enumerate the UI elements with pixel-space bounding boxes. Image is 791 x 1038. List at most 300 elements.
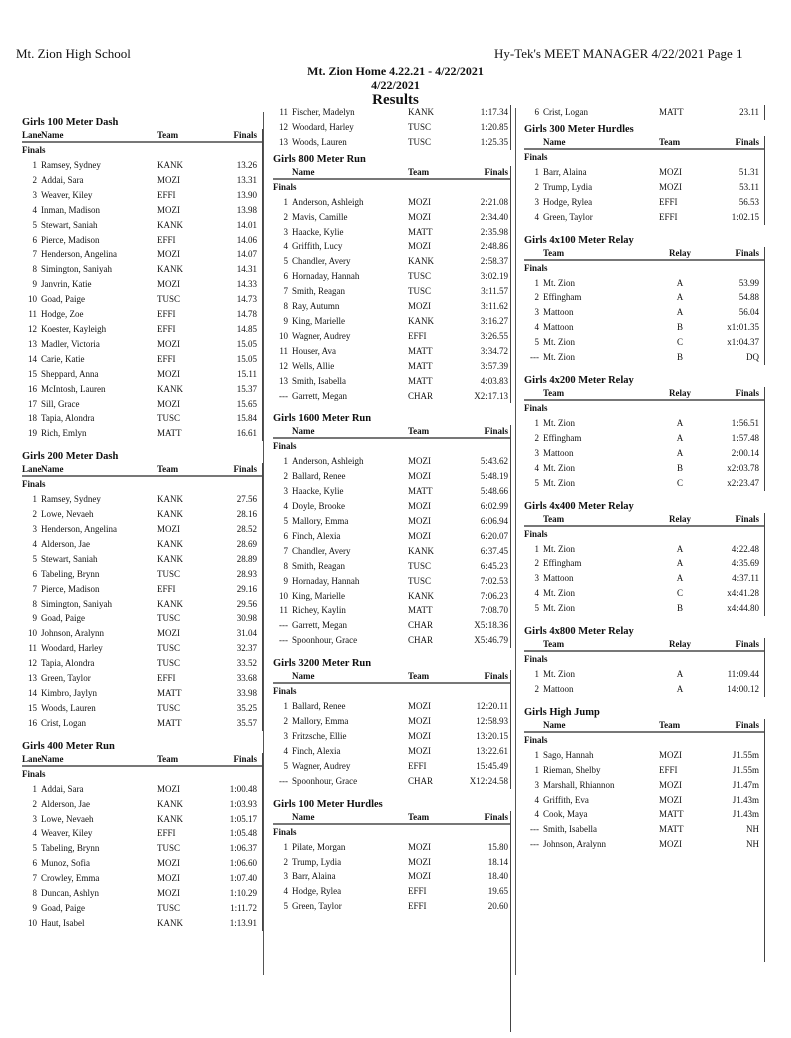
lane-header (524, 638, 543, 650)
event-title: Girls 100 Meter Hurdles (273, 798, 383, 810)
result-row (524, 778, 764, 793)
table-header (273, 425, 510, 439)
final-mark: 11:09.44 (727, 669, 759, 680)
result-row (22, 188, 262, 203)
final-mark: NH (746, 824, 759, 835)
place: 1 (32, 783, 37, 794)
continued-results (524, 105, 765, 120)
relay-header: Relay (669, 513, 691, 524)
final-mark: X2:17.13 (474, 390, 508, 401)
athlete-name: Ramsey, Sydney (41, 160, 101, 170)
event-section (524, 497, 764, 617)
relay-letter: C (676, 477, 683, 488)
relay-team-name: Mt. Zion (543, 337, 576, 348)
result-row (273, 544, 510, 559)
place: 3 (283, 871, 288, 882)
table-header (273, 166, 510, 180)
place: 2 (534, 181, 539, 192)
result-row (22, 173, 262, 188)
team-code: TUSC (157, 568, 181, 579)
result-row (22, 597, 262, 612)
result-row (524, 837, 764, 852)
team-code: MOZI (157, 398, 180, 409)
final-mark: 13.98 (236, 204, 257, 215)
final-mark: 3:34.72 (480, 345, 508, 356)
final-mark: x2:23.47 (727, 477, 759, 488)
result-row (22, 641, 262, 656)
result-row (22, 537, 262, 552)
result-row (524, 305, 764, 320)
athlete-name: Pierce, Madison (41, 234, 100, 245)
final-mark: 1:06.60 (229, 858, 257, 869)
place: 7 (32, 583, 37, 594)
finals-header: Finals (735, 639, 759, 650)
relay-letter: A (676, 447, 684, 458)
final-mark: 14.33 (236, 279, 257, 290)
final-mark: 23.11 (739, 107, 759, 117)
lane-header (524, 719, 543, 731)
event-results-table (524, 247, 765, 365)
athlete-name: Pilate, Morgan (292, 841, 346, 852)
team-header: Team (408, 426, 430, 437)
athlete-name: Woodard, Harley (292, 121, 354, 132)
finals-header: Finals (233, 130, 257, 140)
place: 5 (283, 516, 288, 527)
athlete-name: Mallory, Emma (292, 516, 349, 527)
result-row (22, 337, 262, 352)
place: 18 (28, 413, 37, 424)
athlete-name: Ballard, Renee (292, 701, 346, 712)
final-mark: 27.56 (236, 494, 257, 505)
final-mark: 2:21.08 (480, 196, 508, 207)
event-section (273, 150, 510, 404)
athlete-name: Chandler, Avery (292, 256, 351, 267)
name-header: Name (41, 753, 64, 764)
result-row (22, 671, 262, 686)
relay-team-name: Effingham (543, 292, 582, 303)
final-mark: 1:10.29 (229, 888, 257, 899)
team-code: MOZI (157, 249, 180, 260)
athlete-name: Woods, Lauren (41, 702, 96, 713)
final-mark: 4:03.83 (480, 375, 508, 386)
event-results-table (524, 513, 765, 617)
final-mark: 1:05.48 (229, 828, 257, 839)
final-mark: x4:41.28 (727, 588, 759, 599)
final-mark: 1:56.51 (731, 417, 759, 428)
final-mark: 7:02.53 (480, 575, 508, 586)
place: 3 (283, 226, 288, 237)
team-code: KANK (157, 813, 183, 824)
final-mark: 2:00.14 (731, 447, 759, 458)
round-label: Finals (524, 402, 548, 413)
results-column-1 (22, 113, 262, 937)
place: 1 (283, 701, 288, 712)
name-header: Name (292, 166, 315, 177)
event-results-table (524, 719, 765, 962)
final-mark: 28.69 (236, 538, 257, 549)
place: 2 (534, 292, 539, 303)
athlete-name: Rieman, Shelby (543, 764, 601, 775)
team-code: MOZI (659, 794, 682, 805)
final-mark: 3:57.39 (480, 360, 508, 371)
place: 10 (279, 330, 288, 341)
place: 10 (28, 628, 37, 639)
team-code: TUSC (408, 575, 432, 586)
team-code: MOZI (157, 783, 180, 794)
result-row (22, 871, 262, 886)
event-results-table (524, 136, 765, 225)
team-code: EFFI (157, 673, 176, 684)
athlete-name: Trump, Lydia (292, 856, 342, 867)
team-code: TUSC (408, 271, 432, 282)
athlete-name: King, Marielle (292, 590, 345, 601)
team-code: EFFI (408, 886, 427, 897)
result-row (22, 611, 262, 626)
result-row (273, 284, 510, 299)
place: 12 (28, 323, 37, 334)
final-mark: 1:07.40 (229, 873, 257, 884)
place: 1 (32, 494, 37, 505)
result-row (273, 633, 510, 648)
athlete-name: Janvrin, Katie (41, 279, 92, 290)
result-row (273, 389, 510, 404)
result-row (273, 729, 510, 744)
team-code: KANK (157, 598, 183, 609)
team-code: TUSC (157, 902, 181, 913)
team-code: KANK (408, 107, 434, 117)
relay-team-name: Mt. Zion (543, 603, 576, 614)
result-row (22, 916, 262, 931)
final-mark: 14.31 (236, 264, 257, 275)
athlete-name: Green, Taylor (292, 901, 342, 912)
final-mark: 15:45.49 (476, 760, 508, 771)
final-mark: 28.93 (236, 568, 257, 579)
table-header (273, 811, 510, 825)
team-code: KANK (408, 545, 434, 556)
place: 8 (32, 264, 37, 275)
result-row (524, 461, 764, 476)
result-row (22, 411, 262, 426)
result-row (524, 556, 764, 571)
table-header (524, 719, 764, 733)
result-row (22, 797, 262, 812)
final-mark: J1.47m (732, 779, 759, 790)
athlete-name: Weaver, Kiley (41, 828, 93, 839)
results-column-2 (273, 105, 510, 1038)
team-header: Team (659, 719, 681, 730)
place: 12 (279, 121, 288, 132)
lane-header (524, 136, 543, 148)
relay-team-name: Effingham (543, 558, 582, 569)
place: 13 (279, 136, 288, 147)
athlete-name: Alderson, Jae (41, 798, 90, 809)
place: 10 (28, 294, 37, 305)
result-row (22, 158, 262, 173)
final-mark: 14:00.12 (727, 683, 759, 694)
result-row (524, 542, 764, 557)
result-row (273, 884, 510, 899)
place: 10 (28, 917, 37, 928)
athlete-name: Ramsey, Sydney (41, 494, 101, 505)
athlete-name: Mavis, Camille (292, 211, 348, 222)
relay-team-name: Mattoon (543, 573, 574, 584)
results-heading: Results (372, 92, 419, 108)
result-row (22, 856, 262, 871)
athlete-name: Griffith, Eva (543, 794, 589, 805)
result-row (524, 822, 764, 837)
final-mark: 3:16.27 (480, 315, 508, 326)
final-mark: X12:24.58 (469, 775, 508, 786)
result-row (524, 180, 764, 195)
result-row (273, 855, 510, 870)
athlete-name: Doyle, Brooke (292, 501, 345, 512)
athlete-name: Tapia, Alondra (41, 658, 95, 669)
athlete-name: Stewart, Saniah (41, 219, 98, 230)
place: 9 (32, 613, 37, 624)
final-mark: 15.37 (236, 383, 257, 394)
team-code: EFFI (157, 583, 176, 594)
result-row (524, 320, 764, 335)
blank-space (524, 852, 764, 962)
name-header: Name (543, 719, 566, 730)
relay-letter: C (676, 588, 683, 599)
athlete-name: Richey, Kaylin (292, 605, 346, 616)
finals-header: Finals (735, 387, 759, 398)
result-row (524, 571, 764, 586)
result-row (524, 446, 764, 461)
athlete-name: Spoonhour, Grace (292, 635, 358, 646)
team-code: TUSC (408, 286, 432, 297)
place: 1 (534, 417, 539, 428)
event-title: Girls 4x100 Meter Relay (524, 234, 634, 246)
place: 6 (32, 234, 37, 245)
team-code: MATT (408, 375, 433, 386)
result-row (273, 195, 510, 210)
team-code: KANK (157, 509, 183, 520)
final-mark: 3:26.55 (480, 330, 508, 341)
result-row (22, 901, 262, 916)
result-row (524, 601, 764, 616)
athlete-name: Inman, Madison (41, 204, 100, 215)
result-row (273, 359, 510, 374)
round-label: Finals (524, 734, 548, 745)
place: 11 (279, 345, 288, 356)
column-divider (263, 112, 264, 975)
final-mark: 6:06.94 (480, 516, 508, 527)
result-row (22, 507, 262, 522)
athlete-name: Simington, Saniyah (41, 598, 113, 609)
final-mark: 53.99 (738, 277, 759, 288)
athlete-name: Fritzsche, Ellie (292, 731, 347, 741)
result-row (22, 307, 262, 322)
table-header (524, 136, 764, 150)
place: 1 (534, 166, 539, 177)
team-header: Team (659, 136, 681, 147)
team-code: MATT (408, 345, 433, 356)
place: 13 (279, 375, 288, 386)
place: 3 (534, 779, 539, 790)
round-label: Finals (524, 654, 548, 665)
athlete-name: Cook, Maya (543, 809, 588, 820)
team-code: KANK (157, 917, 183, 928)
place: 11 (279, 605, 288, 616)
round-label: Finals (273, 441, 297, 452)
relay-letter: B (676, 322, 683, 333)
result-row (273, 774, 510, 789)
place: 4 (534, 322, 539, 333)
team-code: EFFI (157, 353, 176, 364)
place: 5 (283, 901, 288, 912)
relay-team-name: Mt. Zion (543, 669, 576, 680)
final-mark: 15.65 (236, 398, 257, 409)
finals-header: Finals (233, 464, 257, 475)
event-section (22, 447, 262, 731)
athlete-name: Henderson, Angelina (41, 249, 117, 260)
final-mark: 13:22.61 (476, 745, 508, 756)
athlete-name: Green, Taylor (543, 211, 593, 222)
team-code: TUSC (157, 702, 181, 713)
relay-header: Relay (669, 387, 691, 398)
relay-team-name: Mt. Zion (543, 462, 576, 473)
place: 6 (32, 568, 37, 579)
athlete-name: Sill, Grace (41, 398, 80, 409)
relay-letter: B (676, 462, 683, 473)
team-code: MOZI (408, 211, 431, 222)
athlete-name: Ray, Autumn (292, 301, 340, 312)
final-mark: x1:01.35 (727, 322, 759, 333)
place: 15 (28, 368, 37, 379)
result-row (273, 210, 510, 225)
final-mark: 12:20.11 (476, 701, 508, 712)
result-row (524, 763, 764, 778)
team-header: Team (157, 464, 179, 475)
relay-letter: A (676, 558, 684, 569)
relay-letter: A (676, 683, 684, 694)
final-mark: 18.40 (487, 871, 508, 882)
athlete-name: Crist, Logan (543, 107, 588, 117)
final-mark: 4:22.48 (731, 543, 759, 554)
team-header: Team (408, 671, 430, 682)
final-mark: 18.14 (487, 856, 508, 867)
relay-team-name: Mt. Zion (543, 543, 576, 554)
athlete-name: Lowe, Nevaeh (41, 509, 94, 520)
place: 14 (28, 688, 37, 698)
place: 1 (283, 841, 288, 852)
final-mark: 3:02.19 (480, 271, 508, 282)
final-mark: 15.80 (487, 841, 508, 852)
event-title: Girls 4x800 Meter Relay (524, 626, 634, 638)
result-row (273, 499, 510, 514)
team-code: EFFI (157, 189, 176, 200)
result-row (273, 759, 510, 774)
team-code: EFFI (408, 330, 427, 341)
event-section (524, 622, 764, 697)
final-mark: 13.31 (236, 174, 257, 185)
place: 1 (534, 749, 539, 760)
final-mark: 12:58.93 (476, 716, 508, 727)
result-row (22, 218, 262, 233)
athlete-name: Alderson, Jae (41, 538, 90, 549)
place: 4 (32, 828, 37, 839)
round-label: Finals (22, 768, 46, 779)
relay-letter: B (676, 603, 683, 614)
final-mark: 2:34.40 (480, 211, 508, 222)
team-code: KANK (157, 553, 183, 564)
place: 6 (32, 858, 37, 869)
place: 14 (28, 353, 37, 364)
place: 2 (32, 798, 37, 809)
place: 9 (32, 902, 37, 913)
finals-header: Finals (735, 513, 759, 524)
event-section (524, 371, 764, 491)
final-mark: J1.43m (732, 794, 759, 805)
event-section (524, 231, 764, 365)
place: 12 (279, 360, 288, 371)
team-header: Team (543, 513, 565, 524)
team-code: EFFI (659, 211, 678, 222)
place: --- (530, 352, 539, 363)
lane-header (273, 425, 292, 437)
athlete-name: Johnson, Aralynn (41, 628, 104, 639)
final-mark: 14.07 (236, 249, 257, 260)
place: 4 (534, 794, 539, 805)
place: --- (279, 390, 288, 401)
athlete-name: Garrett, Megan (292, 620, 347, 631)
final-mark: 4:35.69 (731, 558, 759, 569)
result-row (273, 714, 510, 729)
athlete-name: Simington, Saniyah (41, 264, 113, 275)
event-section (273, 654, 510, 788)
final-mark: 6:20.07 (480, 530, 508, 541)
place: 5 (283, 256, 288, 267)
athlete-name: Haut, Isabel (41, 917, 85, 928)
place: 6 (534, 107, 539, 117)
results-column-3 (524, 105, 764, 968)
final-mark: 13:20.15 (476, 731, 508, 741)
team-code: MATT (408, 486, 433, 497)
event-results-table (273, 425, 511, 648)
team-code: MOZI (659, 839, 682, 850)
athlete-name: Sago, Hannah (543, 749, 594, 760)
table-header: Lane Name Team Finals (22, 753, 262, 767)
final-mark: 6:02.99 (480, 501, 508, 512)
place: 2 (283, 211, 288, 222)
result-row (273, 299, 510, 314)
athlete-name: Woodard, Harley (41, 643, 103, 654)
result-row (524, 105, 764, 120)
blank-space (273, 914, 510, 1032)
name-header: Name (292, 671, 315, 682)
team-code: EFFI (157, 309, 176, 320)
athlete-name: Wells, Allie (292, 360, 335, 371)
athlete-name: Smith, Reagan (292, 560, 345, 571)
team-code: KANK (157, 494, 183, 505)
place: 5 (534, 337, 539, 348)
final-mark: 1:25.35 (480, 136, 508, 147)
place: 8 (32, 888, 37, 899)
team-code: EFFI (408, 760, 427, 771)
finals-header: Finals (233, 753, 257, 764)
result-row (273, 899, 510, 914)
final-mark: 29.56 (236, 598, 257, 609)
place: 3 (534, 196, 539, 207)
result-row (22, 492, 262, 507)
team-code: KANK (157, 538, 183, 549)
athlete-name: Hodge, Zoe (41, 309, 84, 320)
team-header: Team (157, 753, 179, 764)
final-mark: 19.65 (487, 886, 508, 897)
place: 7 (32, 873, 37, 884)
